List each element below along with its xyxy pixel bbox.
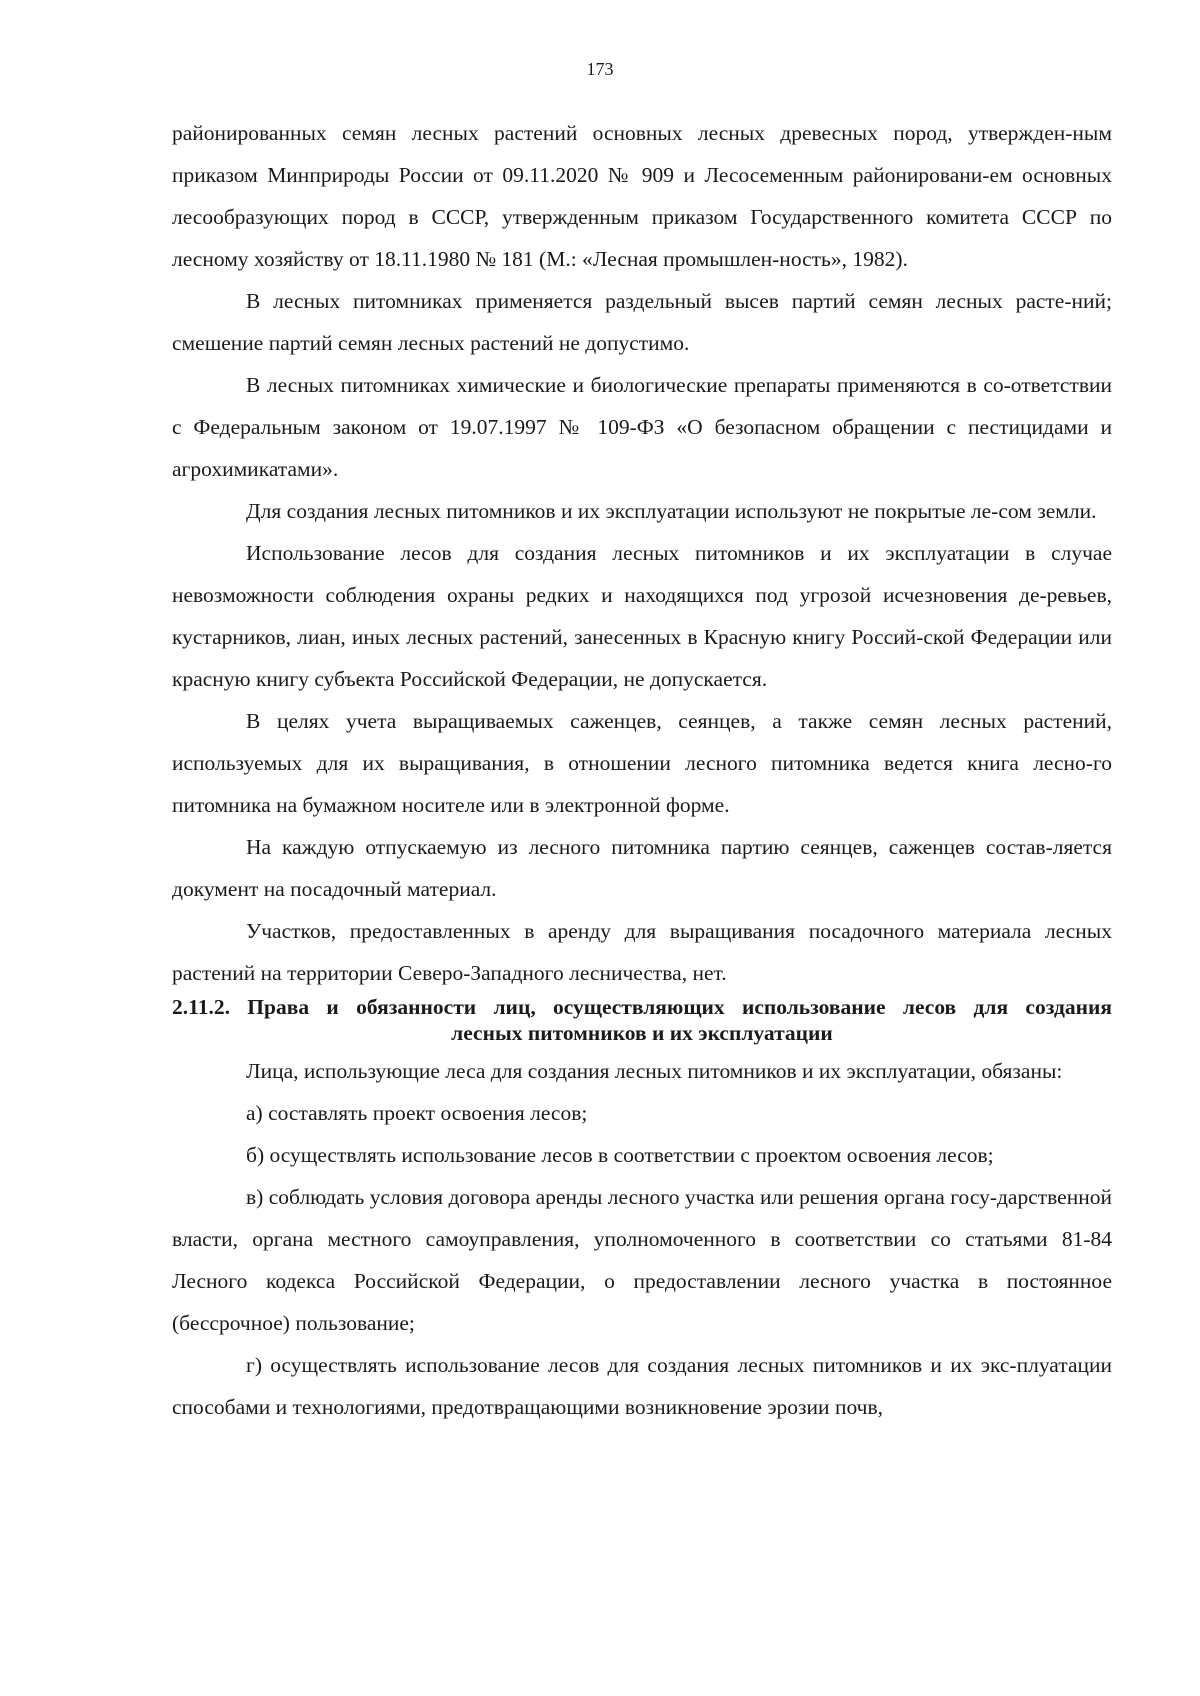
paragraph-unforested-lands: Для создания лесных питомников и их эксплуатации используют не покрытые ле-сом земли.: [246, 499, 1097, 523]
list-item-a: а) составлять проект освоения лесов;: [246, 1101, 588, 1125]
document-body: [172, 112, 1112, 1428]
paragraph-nursery-book: В целях учета выращиваемых саженцев, сеянцев, а также семян лесных растений, используемых для их выращивания, в отношении лесного питомника ведется книга лесно-го питомника на бумажном носителе или в электронной форме.: [172, 709, 1112, 817]
list-item-c: в) соблюдать условия договора аренды лесного участка или решения органа госу-дарственной власти, органа местного самоуправления, уполномоченного в соответствии со статьями 81-84 Лесного кодекса Российской Федерации, о предоставлении лесного участка в постоянное (бессрочное) пользование;: [172, 1185, 1112, 1335]
list-item-d: г) осуществлять использование лесов для создания лесных питомников и их экс-плуатации способами и технологиями, предотвращающими возникновение эрозии почв,: [172, 1353, 1112, 1419]
paragraph-planting-document: На каждую отпускаемую из лесного питомника партию сеянцев, саженцев состав-ляется документ на посадочный материал.: [172, 835, 1112, 901]
page-number: 173: [586, 59, 614, 79]
paragraph-red-book-restriction: Использование лесов для создания лесных питомников и их эксплуатации в случае невозможности соблюдения охраны редких и находящихся под угрозой исчезновения де-ревьев, кустарников, лиан, иных лесных растений, занесенных в Красную книгу Россий-ской Федерации или красную книгу субъекта Российской Федерации, не допускается.: [172, 541, 1112, 691]
paragraph-obligations-intro: Лица, использующие леса для создания лесных питомников и их эксплуатации, обязаны:: [246, 1059, 1063, 1083]
paragraph-continuation: районированных семян лесных растений основных лесных древесных пород, утвержден-ным приказом Минприроды России от 09.11.2020 № 909 и Лесосеменным районировани-ем основных лесообразующих пород в СССР, утвержденным приказом Государственного комитета СССР по лесному хозяйству от 18.11.1980 № 181 (М.: «Лесная промышлен-ность», 1982).: [172, 121, 1112, 271]
list-item-b: б) осуществлять использование лесов в соответствии с проектом освоения лесов;: [246, 1143, 994, 1167]
paragraph-no-leased-plots: Участков, предоставленных в аренду для выращивания посадочного материала лесных растений на территории Северо-Западного лесничества, нет.: [172, 919, 1112, 985]
paragraph-chemical-preparations: В лесных питомниках химические и биологические препараты применяются в со-ответствии с Федеральным законом от 19.07.1997 № 109-ФЗ «О безопасном обращении с пестицидами и агрохимикатами».: [172, 373, 1112, 481]
paragraph-separate-sowing: В лесных питомниках применяется раздельный высев партий семян лесных расте-ний; смешение партий семян лесных растений не допустимо.: [172, 289, 1112, 355]
section-heading-line-1: 2.11.2. Права и обязанности лиц, осуществляющих использование лесов для создания: [172, 995, 1112, 1019]
section-heading: [172, 994, 1112, 1046]
section-heading-line-2: лесных питомников и их эксплуатации: [451, 1021, 833, 1045]
